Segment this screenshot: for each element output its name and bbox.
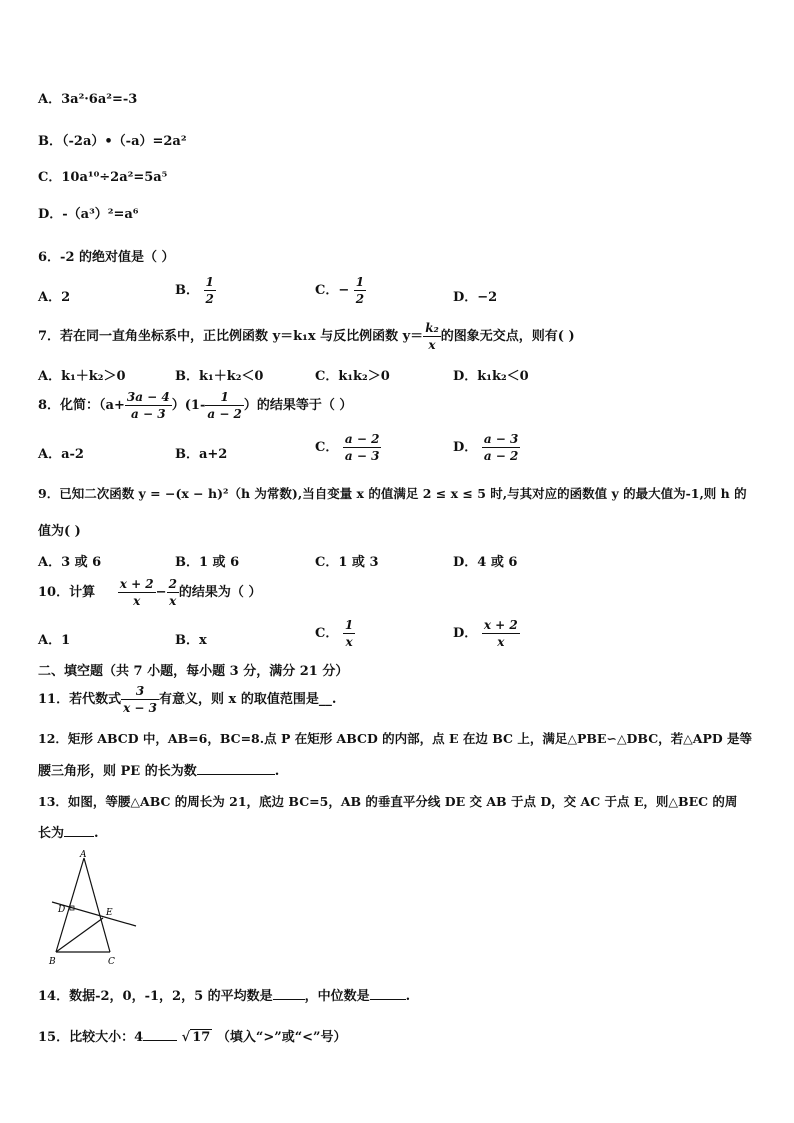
q5-option-c: C．10a¹⁰÷2a²=5a⁵	[38, 170, 168, 185]
q6-option-b: B． $\frac{1}{2}$	[175, 275, 214, 306]
q7-option-b: B．k₁＋k₂＜0	[175, 369, 264, 384]
q10-option-a: A．1	[38, 633, 71, 648]
q8-option-a: A．a-2	[38, 447, 84, 462]
q9-option-c: C．1 或 3	[315, 555, 379, 570]
q6-option-d: D．−2	[453, 290, 498, 305]
q5-option-a: A．3a²·6a²=-3	[38, 92, 138, 107]
side-ac	[84, 858, 110, 952]
q10-option-d: D． $\frac{x + 2}{x}$	[453, 618, 518, 649]
q9-option-a: A．3 或 6	[38, 555, 102, 570]
q8-option-c: C． $\frac{a - 2}{a - 3}$	[315, 432, 380, 463]
label-c: C	[108, 957, 115, 967]
q13-stem-line1: 13．如图，等腰△ABC 的周长为 21，底边 BC=5，AB 的垂直平分线 DE 交 AB 于点 D，交 AC 于点 E，则△BEC 的周	[38, 794, 738, 809]
q10-option-c: C． $\frac{1}{x}$	[315, 618, 354, 649]
label-a: A	[80, 850, 87, 860]
label-b: B	[49, 957, 56, 967]
segment-be	[56, 918, 103, 952]
q12-stem-line2: 腰三角形，则 PE 的长为数 .	[38, 764, 280, 779]
q5-option-b: B．（-2a）•（-a）=2a²	[38, 134, 187, 149]
q11-stem: 11．若代数式 $\frac{3}{x - 3}$ 有意义，则 x 的取值范围是__.	[38, 684, 337, 715]
triangle-figure	[44, 848, 144, 970]
q8-stem: 8．化简：（a+ $\frac{3a - 4}{a - 3}$ ）(1- $\frac{1}{a - 2}$ ）的结果等于（ ）	[38, 390, 353, 421]
q9-option-b: B．1 或 6	[175, 555, 240, 570]
q10-stem: 10．计算 $\frac{x + 2}{x}$ − $\frac{2}{x}$ 的结果为（ ）	[38, 577, 262, 608]
q9-stem-line1: 9．已知二次函数 y = −(x − h)²（h 为常数),当自变量 x 的值满足 2 ≤ x ≤ 5 时,与其对应的函数值 y 的最大值为-1,则 h 的	[38, 486, 747, 501]
sqrt-expression: √ 17	[181, 1030, 211, 1045]
q6-option-a: A．2	[38, 290, 71, 305]
q7-option-d: D．k₁k₂＜0	[453, 369, 529, 384]
q8-option-d: D． $\frac{a - 3}{a - 2}$	[453, 432, 519, 463]
section-heading: 二、填空题（共 7 小题，每小题 3 分，满分 21 分）	[38, 664, 349, 679]
q9-stem-line2: 值为( )	[38, 524, 81, 539]
q5-option-d: D．-（a³）²=a⁶	[38, 207, 139, 222]
q7-option-c: C．k₁k₂＞0	[315, 369, 390, 384]
q8-option-b: B．a+2	[175, 447, 228, 462]
q7-stem: 7．若在同一直角坐标系中，正比例函数 y＝k₁x 与反比例函数 y＝ $\frac{\text{k₂}}{x}$ 的图象无交点，则有( )	[38, 321, 575, 352]
q6-option-c: C．− $\frac{1}{2}$	[315, 275, 365, 306]
q7-option-a: A．k₁＋k₂＞0	[38, 369, 126, 384]
q13-stem-line2: 长为 .	[38, 826, 99, 841]
q12-stem-line1: 12．矩形 ABCD 中，AB=6，BC=8.点 P 在矩形 ABCD 的内部，点 E 在边 BC 上，满足△PBE∽△DBC，若△APD 是等	[38, 731, 753, 746]
q10-option-b: B．x	[175, 633, 207, 648]
q15-stem: 15．比较大小：4 √ 17 （填入“>”或“<”号）	[38, 1030, 347, 1045]
q6-stem: 6．-2 的绝对值是（ ）	[38, 250, 175, 265]
q9-option-d: D．4 或 6	[453, 555, 518, 570]
label-d: D	[58, 905, 66, 915]
label-e: E	[106, 908, 113, 918]
q14-stem: 14．数据-2，0，-1，2，5 的平均数是 ，中位数是 .	[38, 989, 411, 1004]
